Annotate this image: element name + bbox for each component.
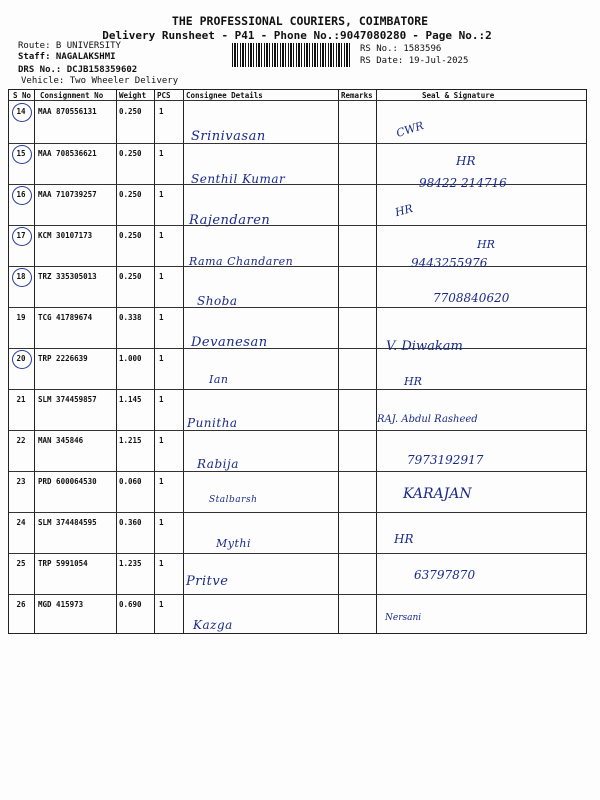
row-weight: 0.338 bbox=[119, 313, 142, 322]
table-row bbox=[9, 184, 586, 230]
runsheet-meta-left bbox=[18, 41, 178, 87]
table-row bbox=[9, 225, 586, 271]
row-pcs: 1 bbox=[159, 107, 164, 116]
handwritten-name: Ian bbox=[209, 373, 229, 386]
handwritten-name: Shoba bbox=[197, 294, 238, 308]
handwritten-name: Devanesan bbox=[191, 335, 268, 350]
row-weight: 0.250 bbox=[119, 272, 142, 281]
table-row bbox=[9, 266, 586, 312]
row-sno: 22 bbox=[16, 436, 26, 445]
row-pcs: 1 bbox=[159, 559, 164, 568]
header-sno: S No bbox=[13, 91, 32, 100]
rs-number: RS No.: 1583596 bbox=[360, 44, 442, 54]
signature: 7708840620 bbox=[433, 291, 510, 305]
table-row bbox=[9, 512, 586, 558]
row-consignment-no: TRP 2226639 bbox=[38, 354, 88, 363]
row-pcs: 1 bbox=[159, 354, 164, 363]
row-sno: 25 bbox=[16, 559, 26, 568]
signature: V. Diwakam bbox=[386, 339, 463, 354]
handwritten-name: Kazga bbox=[193, 618, 233, 632]
row-sno: 17 bbox=[16, 231, 26, 240]
runsheet-number: Delivery Runsheet - P41 bbox=[102, 29, 255, 42]
row-pcs: 1 bbox=[159, 190, 164, 199]
table-row bbox=[9, 594, 586, 640]
barcode-image bbox=[232, 43, 352, 67]
row-weight: 1.215 bbox=[119, 436, 142, 445]
drs-label: DRS No.: DCJB158359602 bbox=[18, 65, 138, 75]
row-sno: 26 bbox=[16, 600, 26, 609]
row-sno: 24 bbox=[16, 518, 26, 527]
signature: 9443255976 bbox=[411, 256, 488, 270]
signature: HR bbox=[456, 154, 476, 168]
row-pcs: 1 bbox=[159, 231, 164, 240]
row-consignment-no: KCM 30107173 bbox=[38, 231, 93, 240]
company-title: THE PROFESSIONAL COURIERS, COIMBATORE bbox=[171, 14, 429, 28]
row-weight: 1.145 bbox=[119, 395, 142, 404]
row-pcs: 1 bbox=[159, 436, 164, 445]
handwritten-name: Srinivasan bbox=[191, 129, 266, 144]
header-remarks: Remarks bbox=[341, 91, 373, 100]
handwritten-name: Stalbarsh bbox=[209, 495, 258, 505]
row-consignment-no: SLM 374484595 bbox=[38, 518, 97, 527]
table-row bbox=[9, 101, 586, 147]
runsheet-table bbox=[8, 89, 587, 634]
row-sno: 23 bbox=[16, 477, 26, 486]
vehicle-label: Vehicle: Two Wheeler Delivery bbox=[21, 76, 179, 86]
row-consignment-no: MGD 415973 bbox=[38, 600, 84, 609]
header-seal: Seal & Signature bbox=[422, 91, 495, 100]
handwritten-name: Punitha bbox=[187, 416, 238, 430]
row-pcs: 1 bbox=[159, 395, 164, 404]
table-row bbox=[9, 389, 586, 435]
row-consignment-no: TRP 5991054 bbox=[38, 559, 88, 568]
signature: HR bbox=[393, 201, 415, 220]
runsheet-meta-right bbox=[360, 43, 468, 67]
row-weight: 0.360 bbox=[119, 518, 142, 527]
handwritten-name: Senthil Kumar bbox=[191, 172, 286, 186]
row-consignment-no: PRD 600064530 bbox=[38, 477, 97, 486]
row-consignment-no: MAA 708536621 bbox=[38, 149, 97, 158]
signature: 63797870 bbox=[414, 568, 476, 582]
signature: CWR bbox=[394, 118, 426, 141]
row-weight: 0.690 bbox=[119, 600, 142, 609]
header-consignee: Consignee Details bbox=[186, 91, 263, 100]
handwritten-name: Rajendaren bbox=[189, 213, 271, 228]
row-consignment-no: MAA 870556131 bbox=[38, 107, 97, 116]
handwritten-name: Mythi bbox=[216, 537, 252, 550]
row-weight: 0.060 bbox=[119, 477, 142, 486]
row-sno: 21 bbox=[16, 395, 26, 404]
handwritten-name: Rama Chandaren bbox=[189, 255, 294, 268]
row-sno: 15 bbox=[16, 149, 26, 158]
signature: RAJ. Abdul Rasheed bbox=[377, 414, 478, 425]
row-pcs: 1 bbox=[159, 149, 164, 158]
table-row bbox=[9, 553, 586, 599]
table-row bbox=[9, 348, 586, 394]
row-sno: 18 bbox=[16, 272, 26, 281]
row-consignment-no: TCG 41789674 bbox=[38, 313, 93, 322]
signature: 98422 214716 bbox=[419, 176, 507, 190]
table-row bbox=[9, 471, 586, 517]
header-weight: Weight bbox=[119, 91, 147, 100]
staff-label: Staff: NAGALAKSHMI bbox=[18, 52, 116, 62]
route-label: Route: B UNIVERSITY bbox=[18, 41, 121, 51]
row-pcs: 1 bbox=[159, 272, 164, 281]
row-weight: 1.000 bbox=[119, 354, 142, 363]
rs-date: RS Date: 19-Jul-2025 bbox=[360, 56, 469, 66]
row-pcs: 1 bbox=[159, 600, 164, 609]
row-weight: 0.250 bbox=[119, 231, 142, 240]
handwritten-name: Pritve bbox=[186, 574, 229, 589]
row-sno: 16 bbox=[16, 190, 26, 199]
page-number: - Page No.:2 bbox=[412, 29, 492, 42]
signature: HR bbox=[394, 532, 414, 546]
signature: HR bbox=[404, 375, 422, 388]
signature: HR bbox=[477, 238, 495, 251]
row-pcs: 1 bbox=[159, 477, 164, 486]
handwritten-name: Rabija bbox=[197, 457, 239, 471]
header-pcs: PCS bbox=[157, 91, 171, 100]
signature: Nersani bbox=[385, 613, 422, 623]
row-pcs: 1 bbox=[159, 313, 164, 322]
row-weight: 0.250 bbox=[119, 107, 142, 116]
row-weight: 0.250 bbox=[119, 149, 142, 158]
row-weight: 0.250 bbox=[119, 190, 142, 199]
row-consignment-no: MAN 345846 bbox=[38, 436, 84, 445]
phone-number: - Phone No.:9047080280 bbox=[260, 29, 407, 42]
row-consignment-no: MAA 710739257 bbox=[38, 190, 97, 199]
signature: KARAJAN bbox=[403, 486, 472, 502]
table-row bbox=[9, 430, 586, 476]
row-sno: 19 bbox=[16, 313, 26, 322]
header-consignment: Consignment No bbox=[40, 91, 104, 100]
row-consignment-no: SLM 374459857 bbox=[38, 395, 97, 404]
row-pcs: 1 bbox=[159, 518, 164, 527]
row-weight: 1.235 bbox=[119, 559, 142, 568]
table-row bbox=[9, 307, 586, 353]
signature: 7973192917 bbox=[407, 453, 484, 467]
row-sno: 14 bbox=[16, 107, 26, 116]
row-sno: 20 bbox=[16, 354, 26, 363]
row-consignment-no: TRZ 335305013 bbox=[38, 272, 97, 281]
